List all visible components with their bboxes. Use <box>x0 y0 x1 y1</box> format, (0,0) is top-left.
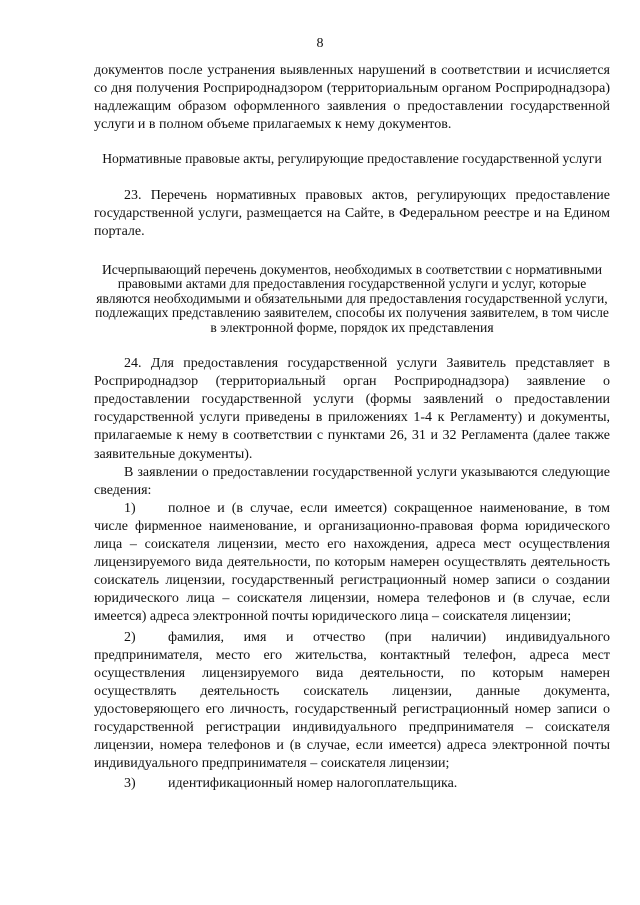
list-item-text: полное и (в случае, если имеется) сокращенное наименование, в том числе фирменное наименование, и организационно-правовая форма юридического лица – соискателя лицензии, место его нахождения, адреса мест осуществления лицензируемого вида деятельности, по которым намерен осуществлять деятельность соискатель лицензии, государственный регистрационный номер записи о создании юридического лица – соискателя лицензии, номера телефонов и (в случае, если имеется) адреса электронной почты юридического лица – соискателя лицензии; <box>94 500 610 625</box>
list-item-1 <box>94 500 610 627</box>
document-body <box>94 62 610 793</box>
paragraph-continuation: документов после устранения выявленных нарушений в соответствии и исчисляется со дня получения Росприроднадзором (территориальным органом Росприроднадзора) надлежащим образом оформленного заявления о предоставлении государственной услуги и в полном объеме прилагаемых к нему документов. <box>94 63 610 133</box>
list-item-text: идентификационный номер налогоплательщика. <box>168 776 458 792</box>
list-item-number: 2) <box>124 629 136 645</box>
list-item-number: 1) <box>124 500 136 516</box>
section-heading-normative-acts: Нормативные правовые акты, регулирующие предоставление государственной услуги <box>102 151 602 167</box>
list-item-2 <box>94 629 610 774</box>
list-item-number: 3) <box>124 776 136 792</box>
page-number: 8 <box>316 36 324 51</box>
list-item-3 <box>94 775 610 793</box>
paragraph-24: 24. Для предоставления государственной услуги Заявитель представляет в Росприроднадзор (территориальный орган Росприроднадзора) заявление о предоставлении государственной услуги (формы заявлений о предоставлении государственной услуги приведены в приложениях 1-4 к Регламенту) и документы, прилагаемые к нему в соответствии с пунктами 26, 31 и 32 Регламента (далее также заявительные документы). <box>94 356 610 462</box>
paragraph-23: 23. Перечень нормативных правовых актов, регулирующих предоставление государственной услуги, размещается на Сайте, в Федеральном реестре и на Едином портале. <box>94 187 610 239</box>
section-heading-documents-list: Исчерпывающий перечень документов, необходимых в соответствии с нормативными правовыми актами для предоставления государственной услуги и услуг, которые являются необходимыми и обязательными для предоставления государственной услуги, подлежащих представлению заявителем, способы их получения заявителем, в том числе в электронной форме, порядок их представления <box>95 262 609 335</box>
paragraph-application-intro: В заявлении о предоставлении государственной услуги указываются следующие сведения: <box>94 464 610 498</box>
list-item-text: фамилия, имя и отчество (при наличии) индивидуального предпринимателя, место его жительства, контактный телефон, адреса мест осуществления лицензируемого вида деятельности, по которым намерен осуществлять деятельность соискатель лицензии, данные документа, удостоверяющего его личность, государственный регистрационный номер записи о государственной регистрации индивидуального предпринимателя – соискателя лицензии, номера телефонов и (в случае, если имеется) адреса электронной почты индивидуального предпринимателя – соискателя лицензии; <box>94 629 610 772</box>
